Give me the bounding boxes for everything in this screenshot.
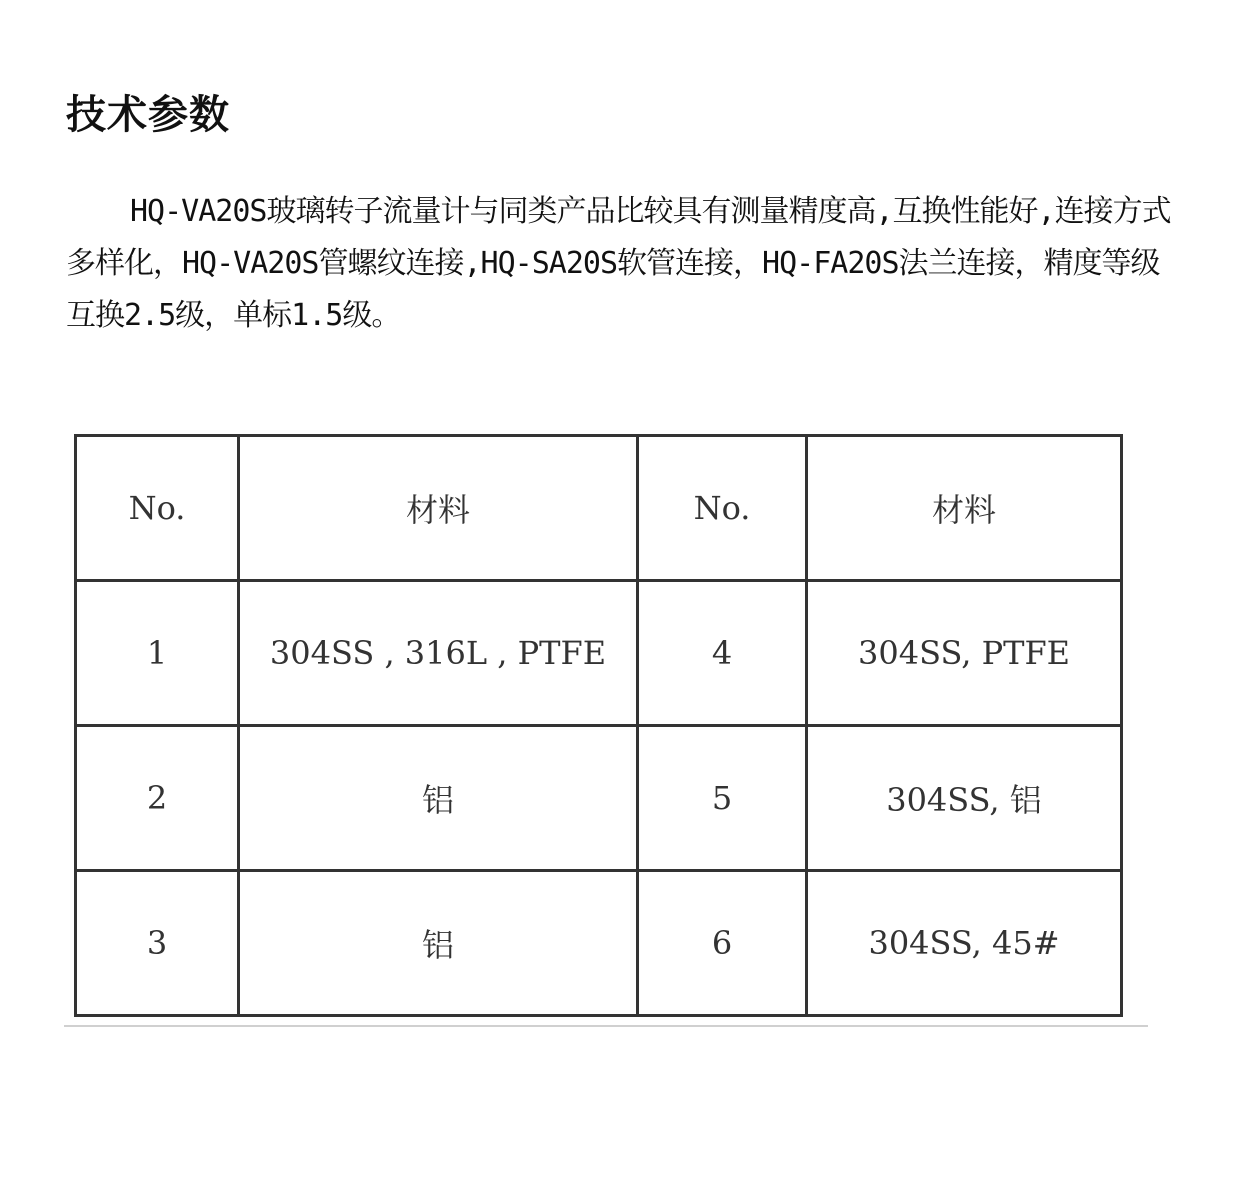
cell-material: 304SS , 316L , PTFE [239, 581, 638, 726]
cell-no: 2 [76, 726, 239, 871]
cell-no: 1 [76, 581, 239, 726]
materials-table [74, 434, 1123, 1017]
cell-no: 3 [76, 871, 239, 1016]
section-title: 技术参数 [66, 92, 230, 138]
cell-material: 304SS, 铝 [807, 726, 1122, 871]
table-underline-divider [64, 1025, 1148, 1027]
cell-material: 铝 [239, 726, 638, 871]
materials-table-container [74, 434, 1123, 1017]
cell-material: 304SS, PTFE [807, 581, 1122, 726]
table-row [76, 726, 1122, 871]
header-material-right: 材料 [807, 436, 1122, 581]
description-paragraph: HQ-VA20S玻璃转子流量计与同类产品比较具有测量精度高,互换性能好,连接方式多样化，HQ-VA20S管螺纹连接,HQ-SA20S软管连接，HQ-FA20S法兰连接，精度等级互换2.5级，单标1.5级。 [66, 194, 1171, 333]
cell-no: 4 [638, 581, 807, 726]
header-material-left: 材料 [239, 436, 638, 581]
header-no-left: No. [76, 436, 239, 581]
table-row [76, 581, 1122, 726]
header-no-right: No. [638, 436, 807, 581]
cell-material: 铝 [239, 871, 638, 1016]
table-row [76, 871, 1122, 1016]
cell-no: 5 [638, 726, 807, 871]
cell-no: 6 [638, 871, 807, 1016]
table-header-row [76, 436, 1122, 581]
cell-material: 304SS, 45# [807, 871, 1122, 1016]
